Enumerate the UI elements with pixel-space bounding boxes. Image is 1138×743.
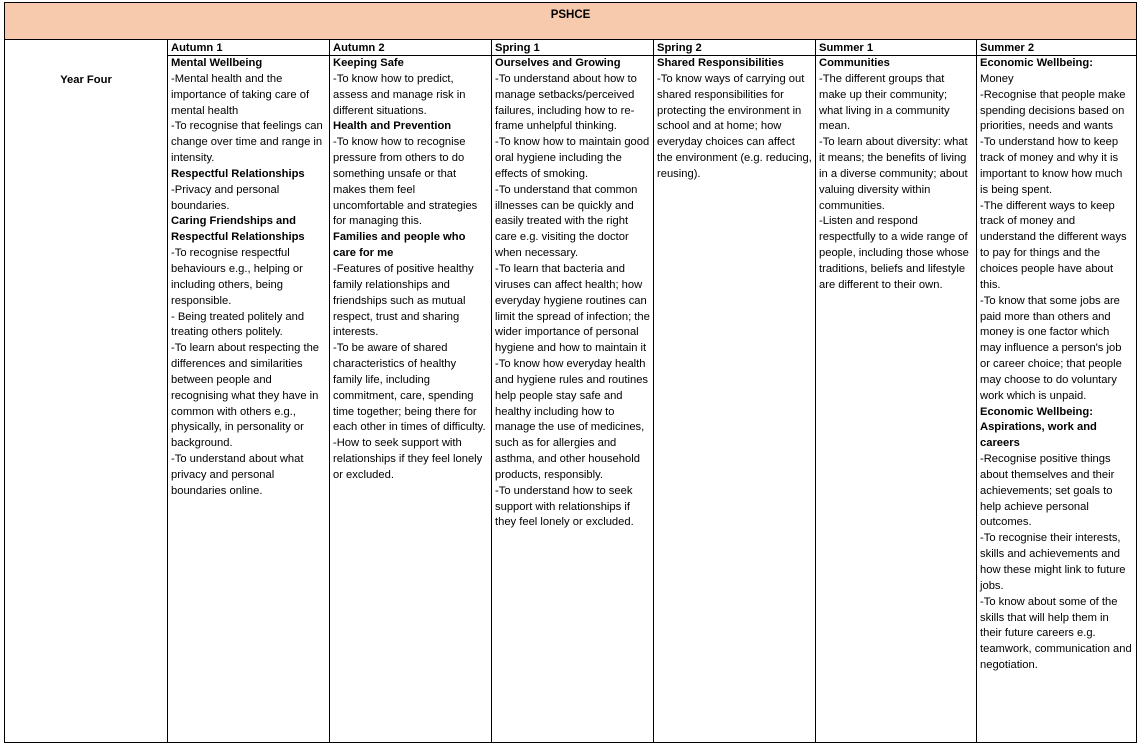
year-four-row bbox=[5, 56, 1137, 743]
term-header-autumn-1: Autumn 1 bbox=[168, 40, 330, 56]
topic-heading: Shared Responsibilities bbox=[657, 57, 784, 69]
topic-item: -Listen and respond respectfully to a wide range of people, including those whose traditions, beliefs and lifestyle are different to their own. bbox=[819, 215, 969, 291]
topic-item: -To understand about what privacy and personal boundaries online. bbox=[171, 453, 304, 497]
year-label: Year Four bbox=[5, 56, 168, 743]
topic-item: -Recognise that people make spending decisions based on priorities, needs and wants bbox=[980, 88, 1126, 133]
topic-heading: Keeping Safe bbox=[333, 57, 404, 69]
term-header-summer-1: Summer 1 bbox=[816, 40, 977, 56]
topic-heading: Communities bbox=[819, 57, 890, 69]
topic-item: -To learn that bacteria and viruses can affect health; how everyday hygiene routines can limit the spread of infection; the wider importance of personal hygiene and how to maintain it bbox=[495, 262, 650, 355]
topic-item: -Privacy and personal boundaries. bbox=[171, 183, 280, 212]
term-cell-autumn-1 bbox=[168, 56, 330, 743]
term-header-autumn-2: Autumn 2 bbox=[330, 40, 492, 56]
table-title: PSHCE bbox=[5, 3, 1137, 40]
term-cell-autumn-2 bbox=[330, 56, 492, 743]
topic-subheading: Money bbox=[980, 72, 1014, 85]
term-header-spring-2: Spring 2 bbox=[654, 40, 816, 56]
topic-heading: Economic Wellbeing: Aspirations, work and careers bbox=[980, 405, 1097, 450]
topic-heading: Health and Prevention bbox=[333, 120, 452, 133]
topic-item: -To be aware of shared characteristics of healthy family life, including commitment, care, spending time together; being there for each other in times of difficulty. bbox=[333, 342, 486, 434]
topic-item: -To learn about diversity: what it means; the benefits of living in a diverse community; about valuing diversity within communities. bbox=[819, 136, 968, 212]
topic-heading: Economic Wellbeing: bbox=[980, 57, 1093, 69]
topic-heading: Mental Wellbeing bbox=[171, 57, 263, 69]
topic-item: -To understand that common illnesses can be quickly and easily treated with the right care e.g. visiting the doctor when necessary. bbox=[495, 183, 638, 260]
topic-item: -To know how to recognise pressure from others to do something unsafe or that makes them feel uncomfortable and strategies for managing this. bbox=[333, 136, 478, 228]
pshce-curriculum-table bbox=[4, 2, 1137, 743]
topic-item: -To understand how to keep track of money and why it is important to know how much is being spent. bbox=[980, 136, 1123, 196]
term-header-row bbox=[5, 40, 1137, 56]
topic-item: -Mental health and the importance of taking care of mental health bbox=[171, 72, 310, 117]
blank-header-cell bbox=[5, 40, 168, 56]
term-cell-summer-2 bbox=[977, 56, 1137, 743]
topic-item: -To know how to maintain good oral hygiene including the effects of smoking. bbox=[495, 136, 650, 180]
topic-item: -How to seek support with relationships if they feel lonely or excluded. bbox=[333, 437, 483, 481]
term-cell-spring-2 bbox=[654, 56, 816, 743]
term-cell-spring-1 bbox=[492, 56, 654, 743]
topic-item: -To recognise that feelings can change over time and range in intensity. bbox=[171, 120, 323, 165]
topic-item: -To know about some of the skills that will help them in their future careers e.g. teamwork, communication and negotiation. bbox=[980, 595, 1132, 672]
topic-item: -To recognise their interests, skills and achievements and how these might link to future jobs. bbox=[980, 532, 1126, 592]
topic-heading: Families and people who care for me bbox=[333, 231, 466, 260]
topic-heading: Ourselves and Growing bbox=[495, 57, 621, 69]
topic-item: -To recognise respectful behaviours e.g., helping or including others, being responsible. bbox=[171, 247, 303, 307]
topic-item: -To learn about respecting the differences and similarities between people and recognising what they have in common with others e.g., physically, in personality or background. bbox=[171, 342, 320, 450]
topic-item: -To understand about how to manage setbacks/perceived failures, including how to re-frame unhelpful thinking. bbox=[495, 72, 637, 133]
topic-item: -To understand how to seek support with relationships if they feel lonely or excluded. bbox=[495, 484, 634, 529]
term-cell-summer-1 bbox=[816, 56, 977, 743]
topic-item: -The different groups that make up their community; what living in a community mean. bbox=[819, 72, 950, 133]
topic-heading: Respectful Relationships bbox=[171, 167, 305, 180]
topic-item: -To know ways of carrying out shared responsibilities for protecting the environment in school and at home; how everyday choices can affect the environment (e.g. reducing, reusing). bbox=[657, 72, 812, 180]
topic-item: -Features of positive healthy family relationships and friendships such as mutual respect, trust and sharing interests. bbox=[333, 262, 474, 339]
topic-heading: Caring Friendships and Respectful Relationships bbox=[171, 215, 305, 244]
topic-item: - Being treated politely and treating others politely. bbox=[171, 310, 305, 339]
topic-item: -To know how everyday health and hygiene rules and routines help people stay safe and healthy including how to manage the use of medicines, such as for allergies and asthma, and other household products, responsibly. bbox=[495, 358, 649, 481]
term-header-summer-2: Summer 2 bbox=[977, 40, 1137, 56]
topic-item: -To know how to predict, assess and manage risk in different situations. bbox=[333, 72, 466, 117]
term-header-spring-1: Spring 1 bbox=[492, 40, 654, 56]
topic-item: -Recognise positive things about themselves and their achievements; set goals to help achieve personal outcomes. bbox=[980, 453, 1115, 529]
topic-item: -To know that some jobs are paid more than others and money is one factor which may influence a person's job or career choice; that people may choose to do voluntary work which is unpaid. bbox=[980, 294, 1122, 402]
topic-item: -The different ways to keep track of money and understand the different ways to pay for things and the choices people have about this. bbox=[980, 199, 1127, 291]
